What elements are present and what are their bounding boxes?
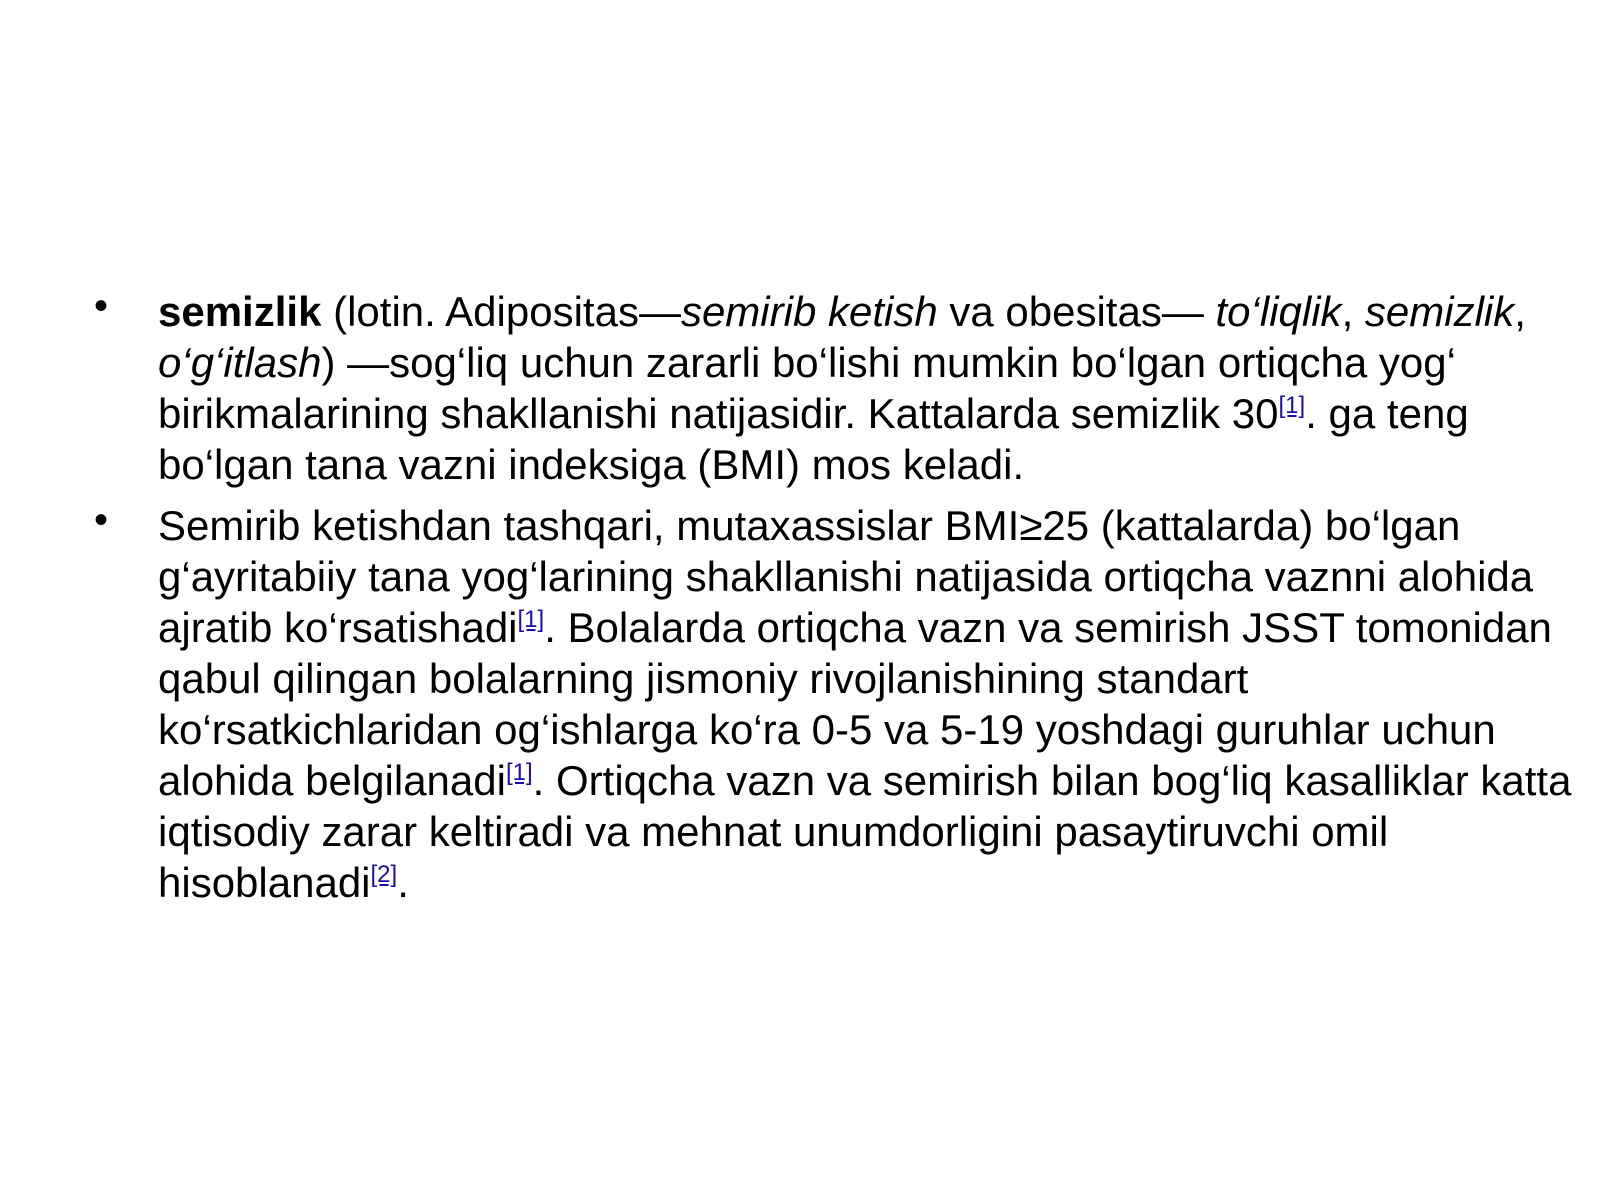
- bullet-icon: •: [94, 498, 109, 542]
- italic-segment: to‘liqlik: [1215, 288, 1342, 335]
- term-semizlik: semizlik: [158, 288, 322, 335]
- text-segment: . Bolalarda ortiqcha vazn va semirish JSST tomonidan qabul qilingan bolalarning jismoniy rivojlanishining standart ko‘rsatkichlaridan og‘ishlarga ko‘ra 0-5 va 5-19 yoshdagi guruhlar uchun alohida belgilanadi: [158, 604, 1552, 804]
- text-segment: . Ortiqcha vazn va semirish bilan bog‘liq kasalliklar katta iqtisodiy zarar keltiradi va mehnat unumdorligini pasaytiruvchi omil hisoblanadi: [158, 757, 1572, 906]
- reference-link-1[interactable]: [1]: [505, 759, 533, 786]
- italic-segment: o‘g‘itlash: [158, 339, 322, 386]
- slide-content: [94, 286, 1574, 918]
- bullet-icon: •: [94, 284, 109, 328]
- italic-segment: semizlik: [1364, 288, 1515, 335]
- text-segment: va obesitas—: [937, 288, 1216, 335]
- reference-link-1[interactable]: [1]: [1278, 392, 1306, 419]
- reference-link-1[interactable]: [1]: [517, 606, 545, 633]
- reference-link-2[interactable]: [2]: [370, 861, 398, 888]
- bullet-item-1: [94, 286, 1574, 490]
- bullet-item-2: [94, 500, 1574, 908]
- bullet-list: [94, 286, 1574, 908]
- text-segment: Semirib ketishdan tashqari, mutaxassislar BMI≥25 (kattalarda) bo‘lgan g‘ayritabiiy tana yog‘larining shakllanishi natijasida ortiqcha vaznni alohida ajratib ko‘rsatishadi: [158, 502, 1534, 651]
- text-segment: .: [397, 859, 409, 906]
- text-segment: ,: [1514, 288, 1526, 335]
- italic-segment: semirib ketish: [680, 288, 938, 335]
- text-segment: (lotin. Adipositas—: [321, 288, 681, 335]
- text-segment: ,: [1341, 288, 1365, 335]
- text-segment: . ga teng bo‘lgan tana vazni indeksiga (BMI) mos keladi.: [158, 390, 1469, 488]
- text-segment: ) —sog‘liq uchun zararli bo‘lishi mumkin bo‘lgan ortiqcha yog‘ birikmalarining shakllanishi natijasidir. Kattalarda semizlik 30: [158, 339, 1456, 437]
